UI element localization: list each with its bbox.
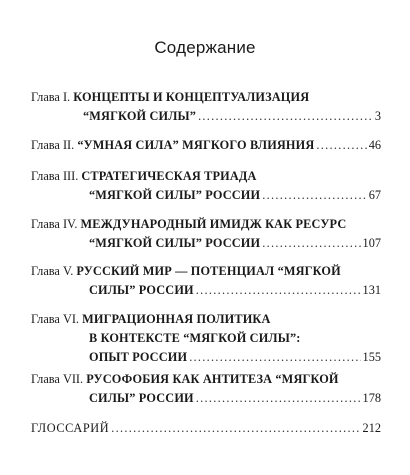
glossary-title: ГЛОССАРИЙ	[31, 421, 110, 435]
page-number: 3	[374, 109, 381, 123]
chapter-label: Глава III.	[31, 169, 79, 183]
chapter-title-line: СИЛЫ” РОССИИ	[89, 391, 194, 405]
chapter-label: Глава I.	[31, 90, 71, 104]
chapter-label: Глава II.	[31, 138, 75, 152]
chapter-title-line: РУСОФОБИЯ КАК АНТИТЕЗА “МЯГКОЙ	[86, 372, 339, 386]
page-number: 131	[362, 283, 381, 297]
dot-leader	[262, 186, 366, 204]
chapter-title-line: В КОНТЕКСТЕ “МЯГКОЙ СИЛЫ”:	[89, 331, 301, 345]
page-number: 46	[368, 138, 381, 152]
chapter-title-line: “УМНАЯ СИЛА” МЯГКОГО ВЛИЯНИЯ	[77, 138, 315, 152]
dot-leader	[189, 348, 360, 366]
page-number: 212	[362, 421, 381, 435]
page-number: 107	[362, 236, 381, 250]
chapter-title-line: “МЯГКОЙ СИЛЫ”	[83, 109, 197, 123]
dot-leader	[111, 419, 360, 437]
chapter-label: Глава IV.	[31, 217, 78, 231]
chapter-title-line: СТРАТЕГИЧЕСКАЯ ТРИАДА	[81, 169, 257, 183]
chapter-title-line: “МЯГКОЙ СИЛЫ” РОССИИ	[89, 188, 261, 202]
chapter-title-line: РУССКИЙ МИР — ПОТЕНЦИАЛ “МЯГКОЙ	[76, 264, 341, 278]
page-number: 67	[368, 188, 381, 202]
chapter-title-line: МЕЖДУНАРОДНЫЙ ИМИДЖ КАК РЕСУРС	[80, 217, 347, 231]
dot-leader	[316, 136, 366, 154]
dot-leader	[198, 107, 373, 125]
dot-leader	[262, 234, 360, 252]
chapter-label: Глава V.	[31, 264, 74, 278]
chapter-label: Глава VI.	[31, 312, 80, 326]
chapter-title-line: ОПЫТ РОССИИ	[89, 350, 188, 364]
dot-leader	[196, 281, 361, 299]
chapter-title-line: КОНЦЕПТЫ И КОНЦЕПТУАЛИЗАЦИЯ	[73, 90, 310, 104]
chapter-label: Глава VII.	[31, 372, 84, 386]
dot-leader	[196, 389, 361, 407]
page-number: 178	[362, 391, 381, 405]
toc-heading: Содержание	[154, 38, 256, 57]
chapter-title-line: “МЯГКОЙ СИЛЫ” РОССИИ	[89, 236, 261, 250]
chapter-title-line: МИГРАЦИОННАЯ ПОЛИТИКА	[82, 312, 271, 326]
page-number: 155	[362, 350, 381, 364]
chapter-title-line: СИЛЫ” РОССИИ	[89, 283, 194, 297]
